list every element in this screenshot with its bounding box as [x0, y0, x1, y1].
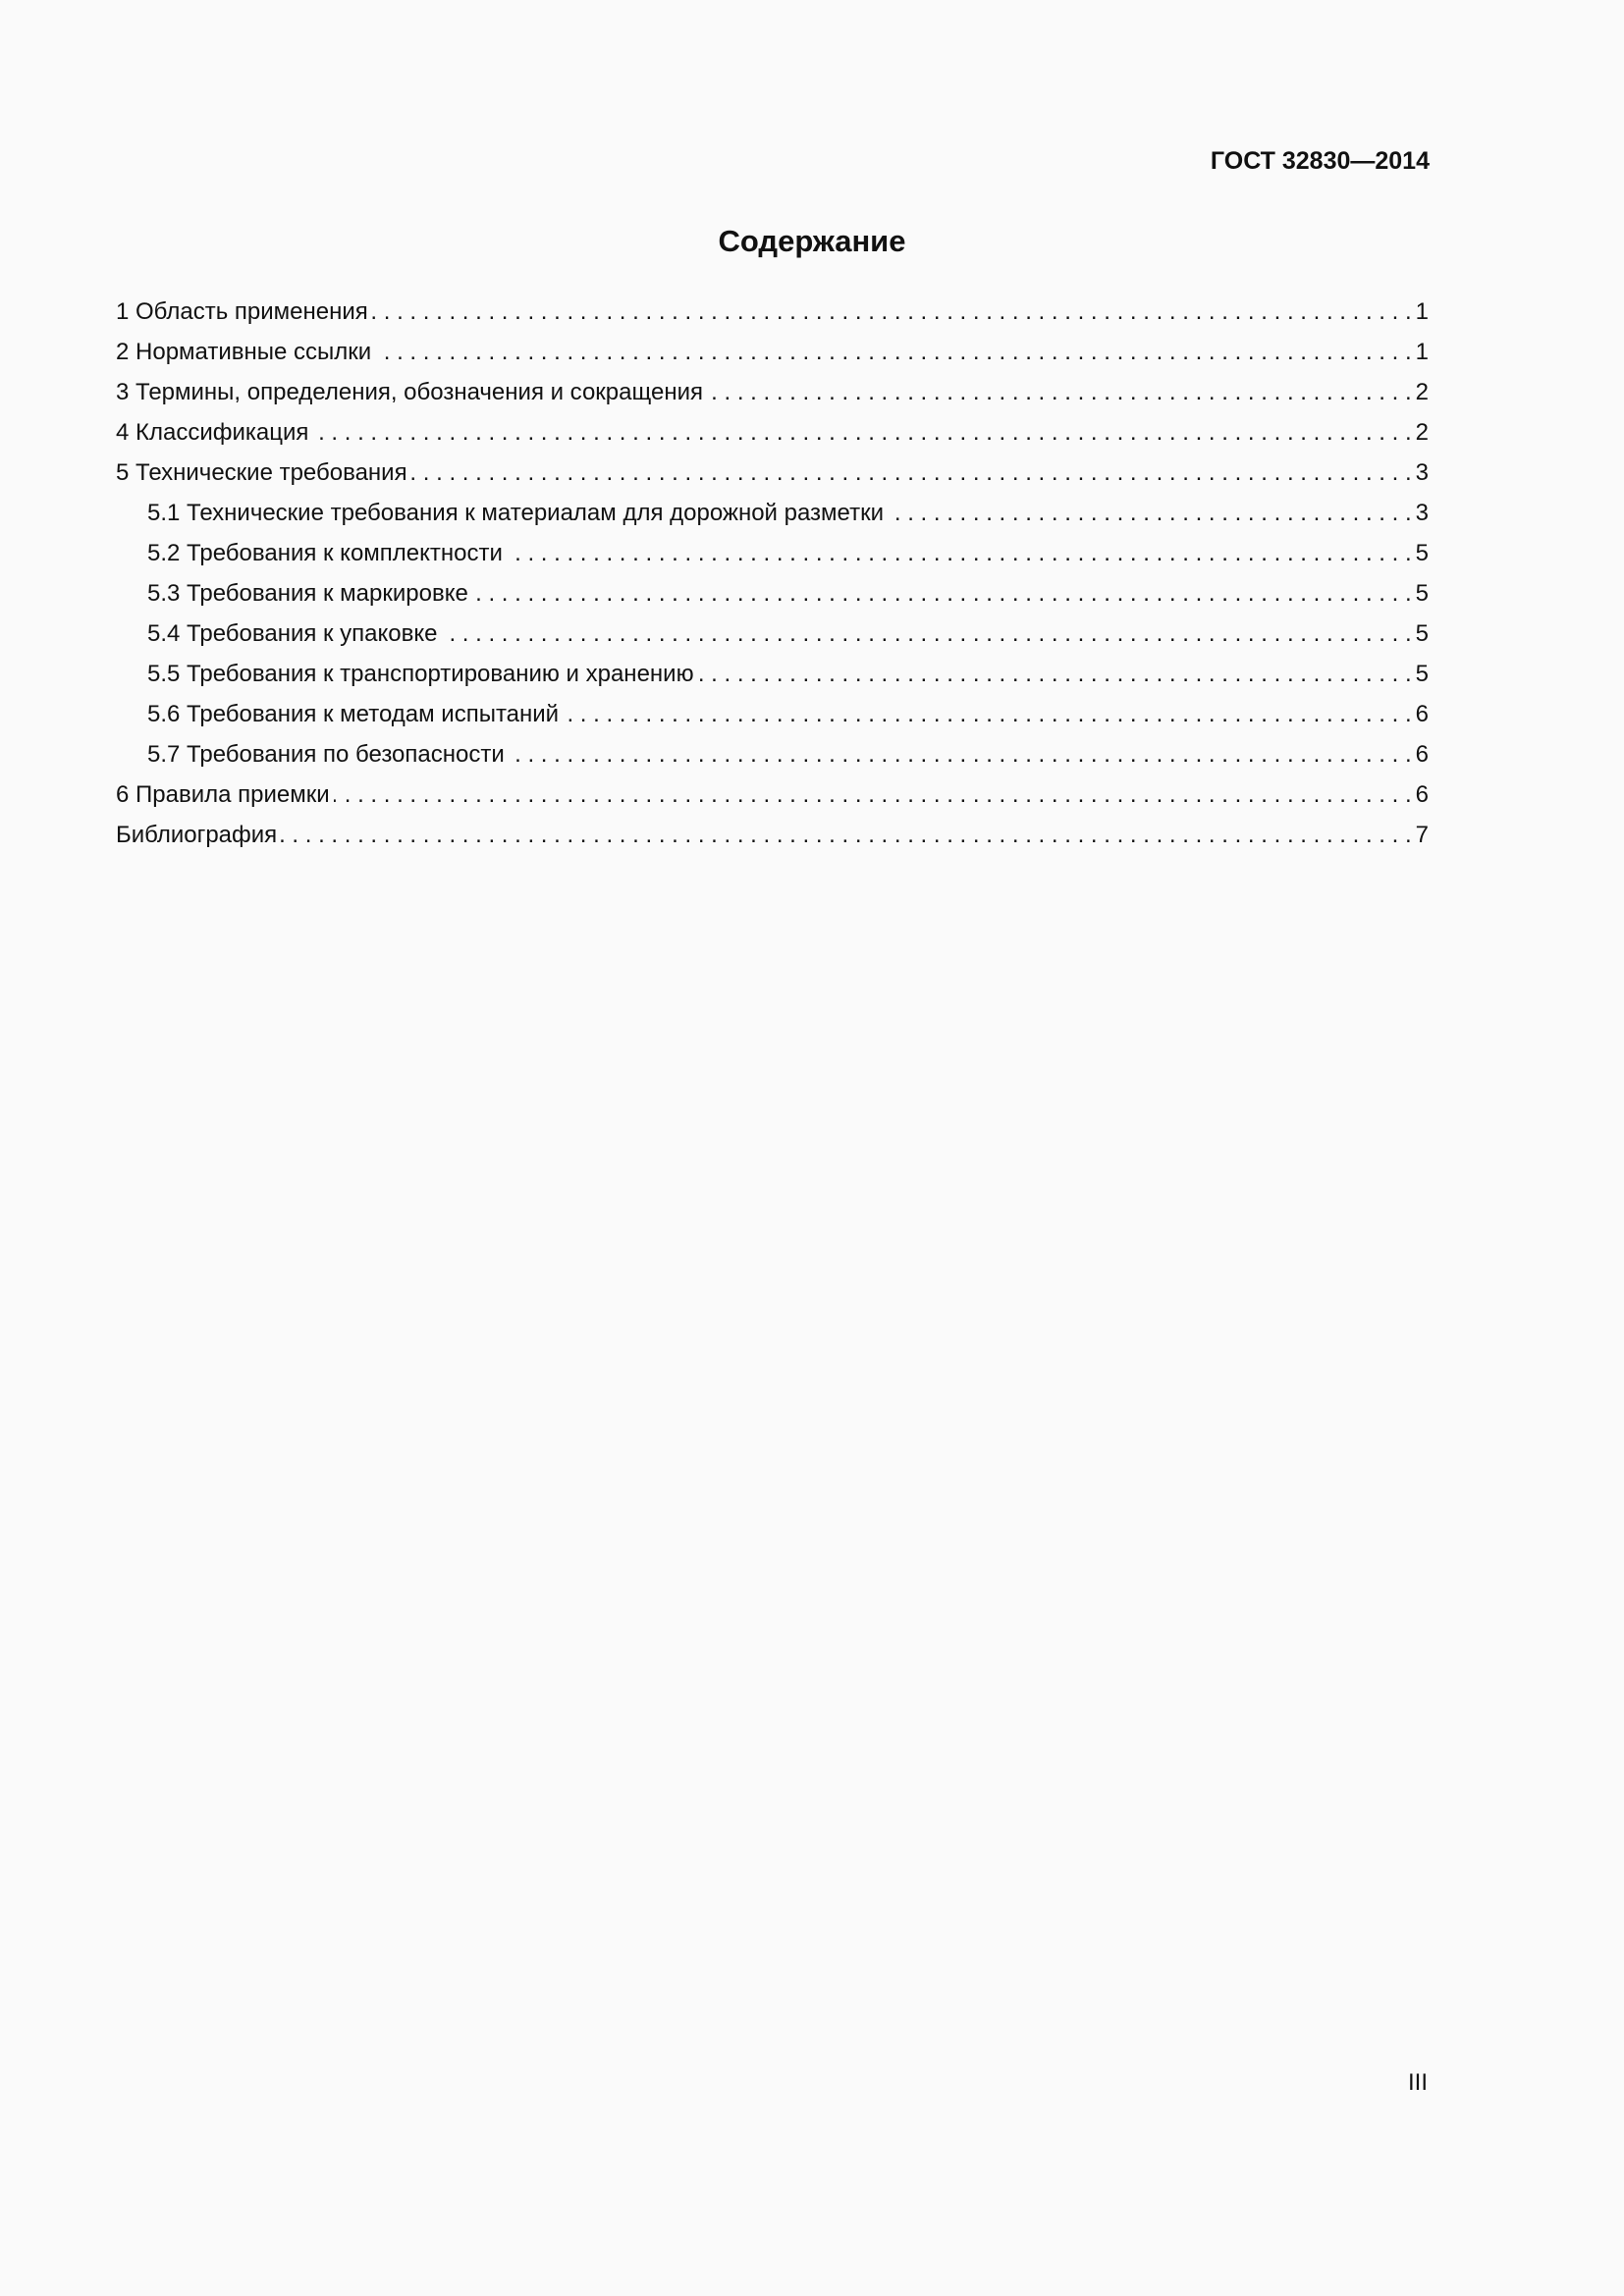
toc-entry[interactable]: [116, 774, 1429, 815]
dot-leader: [312, 412, 1411, 453]
toc-entry-label: 1 Область применения: [116, 298, 368, 325]
toc-entry-page: 5: [1415, 661, 1429, 687]
toc-entry-label: 6 Правила приемки: [116, 781, 330, 808]
toc-entry[interactable]: [116, 734, 1429, 774]
dot-leader: [888, 493, 1412, 533]
toc-entry[interactable]: [116, 372, 1429, 412]
toc-entry-label: 3 Термины, определения, обозначения и сокращения: [116, 379, 703, 405]
dot-leader: [563, 694, 1412, 734]
toc-entry[interactable]: [116, 412, 1429, 453]
toc-entry[interactable]: [116, 453, 1429, 493]
toc-entry-page: 3: [1415, 500, 1429, 526]
toc-entry[interactable]: [116, 614, 1429, 654]
toc-entry-page: 5: [1415, 580, 1429, 607]
toc-entry-page: 6: [1415, 781, 1429, 808]
dot-leader: [281, 815, 1411, 855]
dot-leader: [472, 573, 1412, 614]
toc-entry[interactable]: [116, 292, 1429, 332]
toc-entry-page: 6: [1415, 741, 1429, 768]
toc-entry-page: 3: [1415, 459, 1429, 486]
toc-entry-label: 2 Нормативные ссылки: [116, 339, 372, 365]
toc-entry-page: 2: [1415, 379, 1429, 405]
toc-entry-label: 5.2 Требования к комплектности: [147, 540, 503, 566]
dot-leader: [442, 614, 1412, 654]
document-id: ГОСТ 32830—2014: [1210, 147, 1430, 175]
dot-leader: [707, 372, 1412, 412]
dot-leader: [375, 332, 1411, 372]
toc-entry-page: 2: [1415, 419, 1429, 446]
toc-entry-label: 5.3 Требования к маркировке: [147, 580, 468, 607]
toc-entry-label: 5.7 Требования по безопасности: [147, 741, 505, 768]
dot-leader: [698, 654, 1412, 694]
dot-leader: [509, 734, 1412, 774]
toc-entry-page: 5: [1415, 540, 1429, 566]
toc-entry-label: 5.5 Требования к транспортированию и хранению: [147, 661, 694, 687]
toc-entry[interactable]: [116, 332, 1429, 372]
toc-entry[interactable]: [116, 694, 1429, 734]
page-title: Содержание: [718, 224, 906, 258]
dot-leader: [507, 533, 1412, 573]
toc-entry-label: 4 Классификация: [116, 419, 309, 446]
toc-entry-page: 7: [1415, 822, 1429, 848]
dot-leader: [372, 292, 1412, 332]
toc-entry-page: 1: [1415, 298, 1429, 325]
toc-entry[interactable]: [116, 533, 1429, 573]
toc-entry-label: 5.1 Технические требования к материалам для дорожной разметки: [147, 500, 884, 526]
dot-leader: [334, 774, 1412, 815]
toc-entry-label: 5 Технические требования: [116, 459, 407, 486]
toc-entry-page: 6: [1415, 701, 1429, 727]
toc-entry-page: 1: [1415, 339, 1429, 365]
page-number: III: [1407, 2069, 1428, 2096]
toc-entry-label: 5.6 Требования к методам испытаний: [147, 701, 560, 727]
table-of-contents: [116, 292, 1429, 855]
toc-entry-page: 5: [1415, 620, 1429, 647]
toc-entry-label: Библиография: [116, 822, 278, 848]
toc-entry-label: 5.4 Требования к упаковке: [147, 620, 438, 647]
toc-entry[interactable]: [116, 573, 1429, 614]
toc-entry[interactable]: [116, 654, 1429, 694]
toc-entry[interactable]: [116, 815, 1429, 855]
dot-leader: [411, 453, 1412, 493]
toc-entry[interactable]: [116, 493, 1429, 533]
